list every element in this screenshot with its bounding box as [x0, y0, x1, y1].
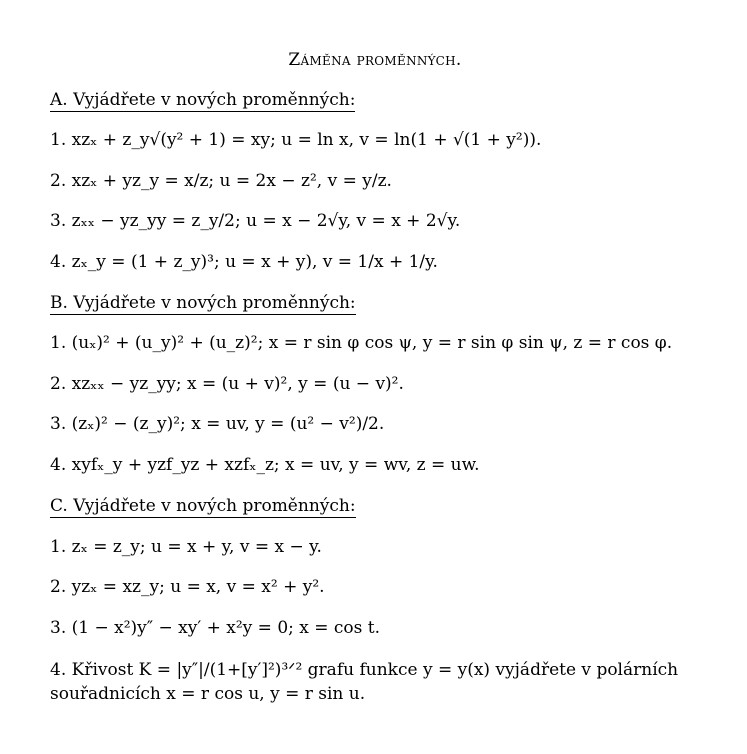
section-c-item-3: 3. (1 − x²)y″ − xy′ + x²y = 0; x = cos t. — [50, 618, 381, 638]
section-a-item-3: 3. zₓₓ − yz_yy = z_y/2; u = x − 2√y, v = x + 2√y. — [50, 211, 461, 231]
section-b-item-1: 1. (uₓ)² + (u_y)² + (u_z)²; x = r sin φ cos ψ, y = r sin φ sin ψ, z = r cos φ. — [50, 333, 673, 353]
section-a-item-2: 2. xzₓ + yz_y = x/z; u = 2x − z², v = y/z. — [50, 171, 392, 191]
section-c-item-4: 4. Křivost K = |y″|/(1+[y′]²)³ᐟ² grafu funkce y = y(x) vyjádřete v polárních souřadnicích x = r cos u, y = r sin u. — [50, 660, 679, 704]
section-a-heading: A. Vyjádřete v nových proměnných: — [50, 90, 356, 110]
section-a-item-1: 1. xzₓ + z_y√(y² + 1) = xy; u = ln x, v = ln(1 + √(1 + y²)). — [50, 130, 542, 150]
section-a-item-4: 4. zₓ_y = (1 + z_y)³; u = x + y), v = 1/x + 1/y. — [50, 252, 438, 272]
section-b-heading: B. Vyjádřete v nových proměnných: — [50, 293, 356, 313]
page-title: Záměna proměnných. — [288, 50, 462, 70]
section-c-item-1: 1. zₓ = z_y; u = x + y, v = x − y. — [50, 537, 322, 557]
section-c-item-2: 2. yzₓ = xz_y; u = x, v = x² + y². — [50, 577, 325, 597]
section-b-item-4: 4. xyfₓ_y + yzf_yz + xzfₓ_z; x = uv, y = wv, z = uw. — [50, 455, 480, 475]
section-b-item-3: 3. (zₓ)² − (z_y)²; x = uv, y = (u² − v²)/2. — [50, 414, 385, 434]
section-c-heading: C. Vyjádřete v nových proměnných: — [50, 496, 356, 516]
section-b-item-2: 2. xzₓₓ − yz_yy; x = (u + v)², y = (u − v)². — [50, 374, 404, 394]
